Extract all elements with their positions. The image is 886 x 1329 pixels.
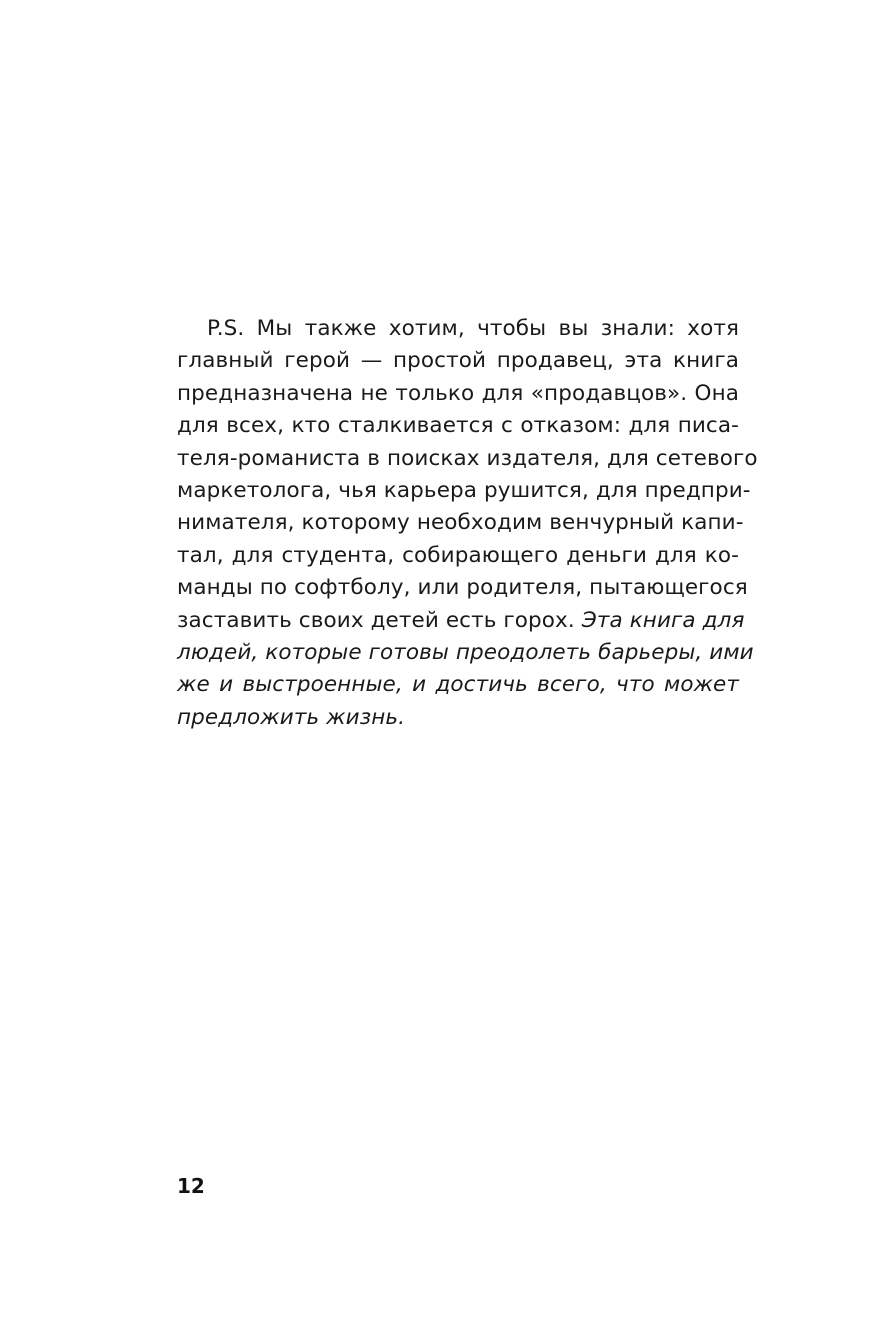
paragraph-line-9: манды по софтболу, или родителя, пытающегося: [177, 575, 748, 601]
paragraph-line-12: же и выстроенные, и достичь всего, что может: [177, 672, 739, 698]
paragraph-line-13: предложить жизнь.: [177, 704, 406, 730]
ps-paragraph: [177, 313, 758, 734]
paragraph-line-3: предназначена не только для «продавцов». Она: [177, 380, 739, 406]
page-number: 12: [177, 1174, 205, 1198]
paragraph-line-5: теля-романиста в поисках издателя, для сетевого: [177, 445, 758, 471]
paragraph-line-8: тал, для студента, собирающего деньги для ко-: [177, 542, 739, 568]
paragraph-line-2: главный герой — простой продавец, эта книга: [177, 348, 739, 374]
paragraph-line-11: людей, которые готовы преодолеть барьеры, ими: [177, 639, 754, 665]
paragraph-line-10: заставить своих детей есть горох. Эта книга для: [177, 607, 745, 633]
paragraph-line-7: нимателя, которому необходим венчурный капи-: [177, 510, 744, 536]
paragraph-line-6: маркетолога, чья карьера рушится, для предпри-: [177, 477, 751, 503]
paragraph-line-1: P.S. Мы также хотим, чтобы вы знали: хотя: [207, 316, 739, 341]
paragraph-line-4: для всех, кто сталкивается с отказом: для писа-: [177, 413, 739, 439]
